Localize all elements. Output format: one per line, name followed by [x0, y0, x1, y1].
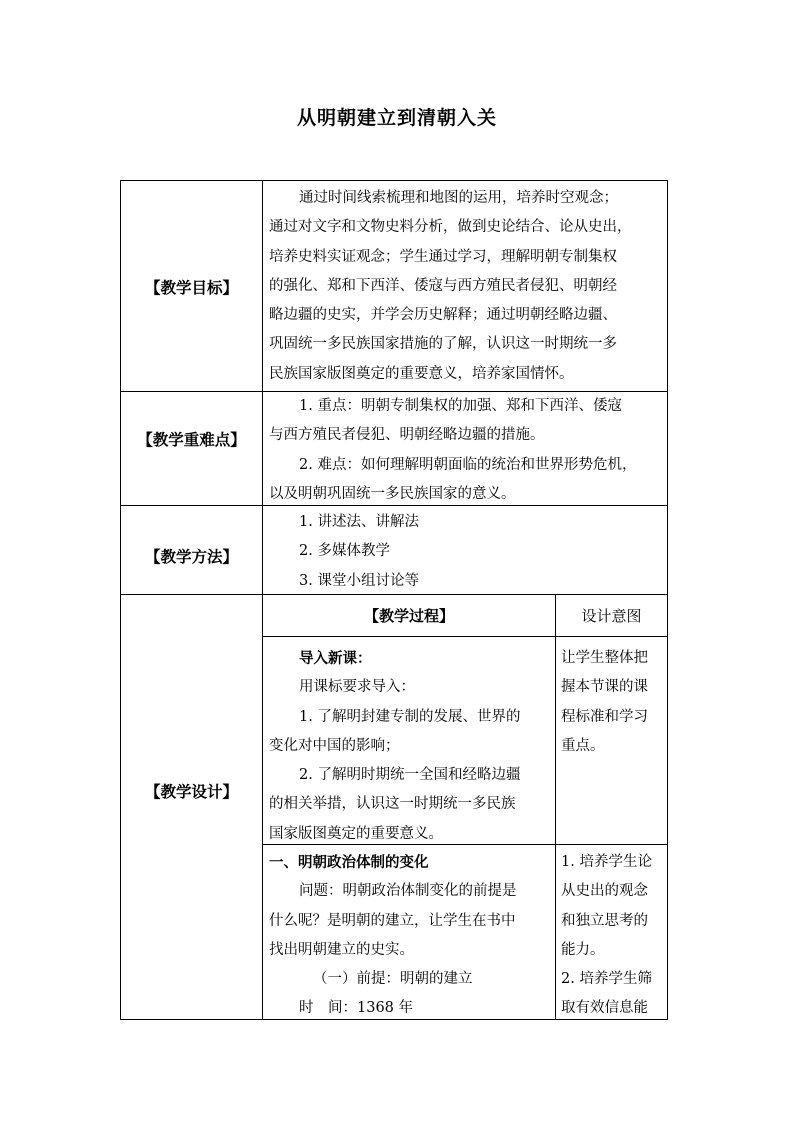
objectives-text [269, 184, 632, 389]
text-line: 与西方殖民者侵犯、明朝经略边疆的措施。 [269, 427, 545, 444]
table-top-border [120, 180, 668, 181]
text-line: 找出明朝建立的史实。 [269, 941, 414, 958]
text-line: 2. 培养学生筛 [561, 971, 652, 988]
text-line: 变化对中国的影响； [269, 737, 400, 754]
process-header: 【教学过程】 [363, 607, 454, 625]
objectives-label: 【教学目标】 [144, 278, 238, 297]
methods-label: 【教学方法】 [144, 547, 238, 566]
list-item: 3. 课堂小组讨论等 [299, 572, 419, 589]
section1-intent [561, 848, 652, 1024]
key-points-label: 【教学重难点】 [137, 430, 246, 449]
text-line: 1. 了解明封建专制的发展、世界的 [299, 708, 521, 725]
list-item: 1. 讲述法、讲解法 [299, 514, 419, 530]
text-line: 让学生整体把 [561, 650, 648, 666]
intro-heading: 导入新课： [299, 650, 372, 667]
text-line: 以及明朝巩固统一多民族国家的意义。 [269, 485, 516, 502]
text-line: 和独立思考的 [561, 912, 648, 929]
text-line: 1. 培养学生论 [561, 854, 652, 870]
text-line: 握本节课的课 [561, 679, 648, 696]
text-line: 用课标要求导入： [299, 679, 415, 696]
text-line: 从史出的观念 [561, 883, 648, 900]
text-line: 2. 了解明时期统一全国和经略边疆 [299, 767, 521, 784]
section1-heading: 一、明朝政治体制的变化 [269, 854, 429, 871]
list-item: 2. 多媒体教学 [299, 543, 390, 560]
table-right-border [667, 180, 668, 1020]
column-divider-2 [555, 594, 556, 1020]
section1-process [269, 848, 517, 1024]
text-line: 程标准和学习 [561, 708, 648, 725]
text-line: 时 间：1368 年 [299, 1000, 414, 1017]
column-divider-1 [262, 180, 263, 1020]
text-line: 的强化、郑和下西洋、倭寇与西方殖民者侵犯、明朝经 [269, 277, 617, 294]
row-divider-4 [262, 636, 668, 637]
text-line: 的相关举措，认识这一时期统一多民族 [269, 796, 516, 813]
text-line: （一）前提：明朝的建立 [313, 971, 473, 988]
text-line: 国家版图奠定的重要意义。 [269, 825, 443, 842]
design-label: 【教学设计】 [144, 782, 238, 801]
text-line: 略边疆的史实，并学会历史解释；通过明朝经略边疆、 [269, 307, 617, 324]
text-line: 民族国家版图奠定的重要意义，培养家国情怀。 [269, 365, 574, 382]
intent-header: 设计意图 [581, 607, 642, 625]
intro-process [269, 644, 520, 849]
text-line: 培养史料实证观念；学生通过学习，理解明朝专制集权 [269, 248, 617, 265]
text-line: 通过对文字和文物史料分析，做到史论结合、论从史出， [269, 219, 632, 236]
intro-intent [561, 644, 648, 761]
text-line: 1. 重点：明朝专制集权的加强、郑和下西洋、倭寇 [299, 398, 622, 414]
text-line: 能力。 [561, 941, 605, 958]
table-left-border [120, 180, 121, 1020]
text-line: 重点。 [561, 737, 605, 754]
key-points-text [269, 392, 636, 509]
text-line: 2. 难点：如何理解明朝面临的统治和世界形势危机， [299, 456, 637, 473]
text-line: 取有效信息能 [561, 1000, 648, 1017]
methods-list [269, 508, 419, 596]
text-line: 巩固统一多民族国家措施的了解，认识这一时期统一多 [269, 336, 617, 353]
text-line: 什么呢？是明朝的建立，让学生在书中 [269, 912, 516, 929]
text-line: 问题：明朝政治体制变化的前提是 [299, 883, 517, 900]
text-line: 通过时间线索梳理和地图的运用，培养时空观念； [299, 190, 618, 206]
page-title: 从明朝建立到清朝入关 [296, 107, 497, 129]
